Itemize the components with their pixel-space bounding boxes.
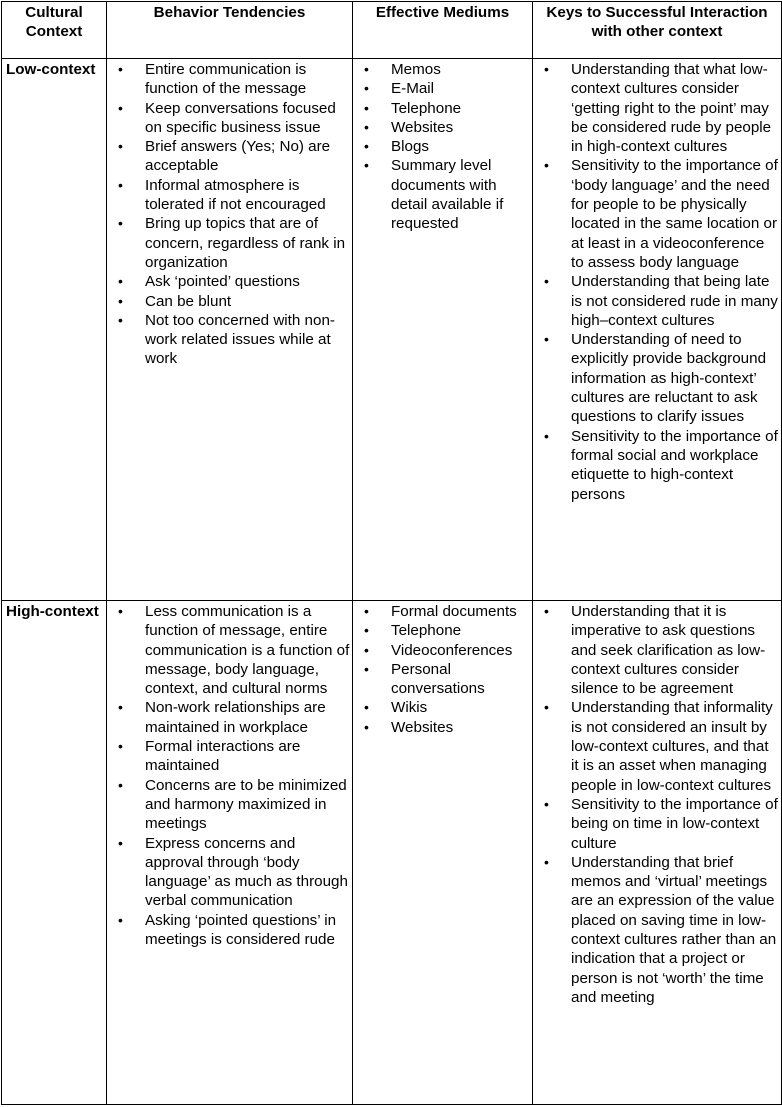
row-high-context xyxy=(2,601,782,1105)
list-item: • Asking ‘pointed questions’ in meetings is considered rude xyxy=(111,911,350,950)
list-item: • Blogs xyxy=(357,137,530,156)
list-item: • Entire communication is function of the message xyxy=(111,60,350,99)
list-item: • Brief answers (Yes; No) are acceptable xyxy=(111,137,350,176)
list-item: • Websites xyxy=(357,718,530,737)
list-item: • E-Mail xyxy=(357,79,530,98)
list-item: • Non-work relationships are maintained in workplace xyxy=(111,698,350,737)
list-item: • Personal conversations xyxy=(357,660,530,699)
list-item: • Concerns are to be minimized and harmony maximized in meetings xyxy=(111,776,350,834)
mediums-list xyxy=(357,60,530,234)
list-item: • Understanding that what low-context cultures consider ‘getting right to the point’ may be considered rude by people in high-context cultures xyxy=(537,60,779,156)
mediums-list xyxy=(357,602,530,737)
list-item: • Wikis xyxy=(357,698,530,717)
keys-list xyxy=(537,60,779,504)
context-label: High-context xyxy=(2,601,107,1105)
list-item: • Sensitivity to the importance of ‘body language’ and the need for people to be physically located in the same location or at least in a videoconference to assess body language xyxy=(537,156,779,272)
cultural-context-table xyxy=(1,1,782,1105)
list-item: • Telephone xyxy=(357,99,530,118)
context-label: Low-context xyxy=(2,59,107,601)
list-item: • Keep conversations focused on specific business issue xyxy=(111,99,350,138)
row-low-context xyxy=(2,59,782,601)
list-item: • Telephone xyxy=(357,621,530,640)
keys-cell xyxy=(533,59,782,601)
list-item: • Can be blunt xyxy=(111,292,350,311)
behavior-list xyxy=(111,60,350,369)
list-item: • Websites xyxy=(357,118,530,137)
list-item: • Less communication is a function of message, entire communication is a function of message, body language, context, and cultural norms xyxy=(111,602,350,698)
list-item: • Informal atmosphere is tolerated if not encouraged xyxy=(111,176,350,215)
list-item: • Understanding of need to explicitly provide background information as high-context’ cultures are reluctant to ask questions to clarify issues xyxy=(537,330,779,426)
list-item: • Summary level documents with detail available if requested xyxy=(357,156,530,233)
list-item: • Understanding that brief memos and ‘virtual’ meetings are an expression of the value placed on saving time in low-context cultures rather than an indication that a project or person is not ‘worth’ the time and meeting xyxy=(537,853,779,1007)
mediums-cell xyxy=(353,601,533,1105)
list-item: • Express concerns and approval through ‘body language’ as much as through verbal communication xyxy=(111,834,350,911)
list-item: • Not too concerned with non-work related issues while at work xyxy=(111,311,350,369)
list-item: • Videoconferences xyxy=(357,641,530,660)
list-item: • Understanding that being late is not considered rude in many high–context cultures xyxy=(537,272,779,330)
behavior-cell xyxy=(107,59,353,601)
list-item: • Formal documents xyxy=(357,602,530,621)
header-keys-to-interaction: Keys to Successful Interaction with other context xyxy=(533,2,782,59)
behavior-list xyxy=(111,602,350,949)
header-cultural-context: Cultural Context xyxy=(2,2,107,59)
list-item: • Sensitivity to the importance of formal social and workplace etiquette to high-context persons xyxy=(537,427,779,504)
keys-list xyxy=(537,602,779,1007)
list-item: • Understanding that informality is not considered an insult by low-context cultures, and that it is an asset when managing people in low-context cultures xyxy=(537,698,779,794)
header-row xyxy=(2,2,782,59)
list-item: • Understanding that it is imperative to ask questions and seek clarification as low-context cultures consider silence to be agreement xyxy=(537,602,779,698)
behavior-cell xyxy=(107,601,353,1105)
keys-cell xyxy=(533,601,782,1105)
list-item: • Memos xyxy=(357,60,530,79)
list-item: • Bring up topics that are of concern, regardless of rank in organization xyxy=(111,214,350,272)
list-item: • Ask ‘pointed’ questions xyxy=(111,272,350,291)
list-item: • Sensitivity to the importance of being on time in low-context culture xyxy=(537,795,779,853)
mediums-cell xyxy=(353,59,533,601)
header-effective-mediums: Effective Mediums xyxy=(353,2,533,59)
header-behavior-tendencies: Behavior Tendencies xyxy=(107,2,353,59)
list-item: • Formal interactions are maintained xyxy=(111,737,350,776)
